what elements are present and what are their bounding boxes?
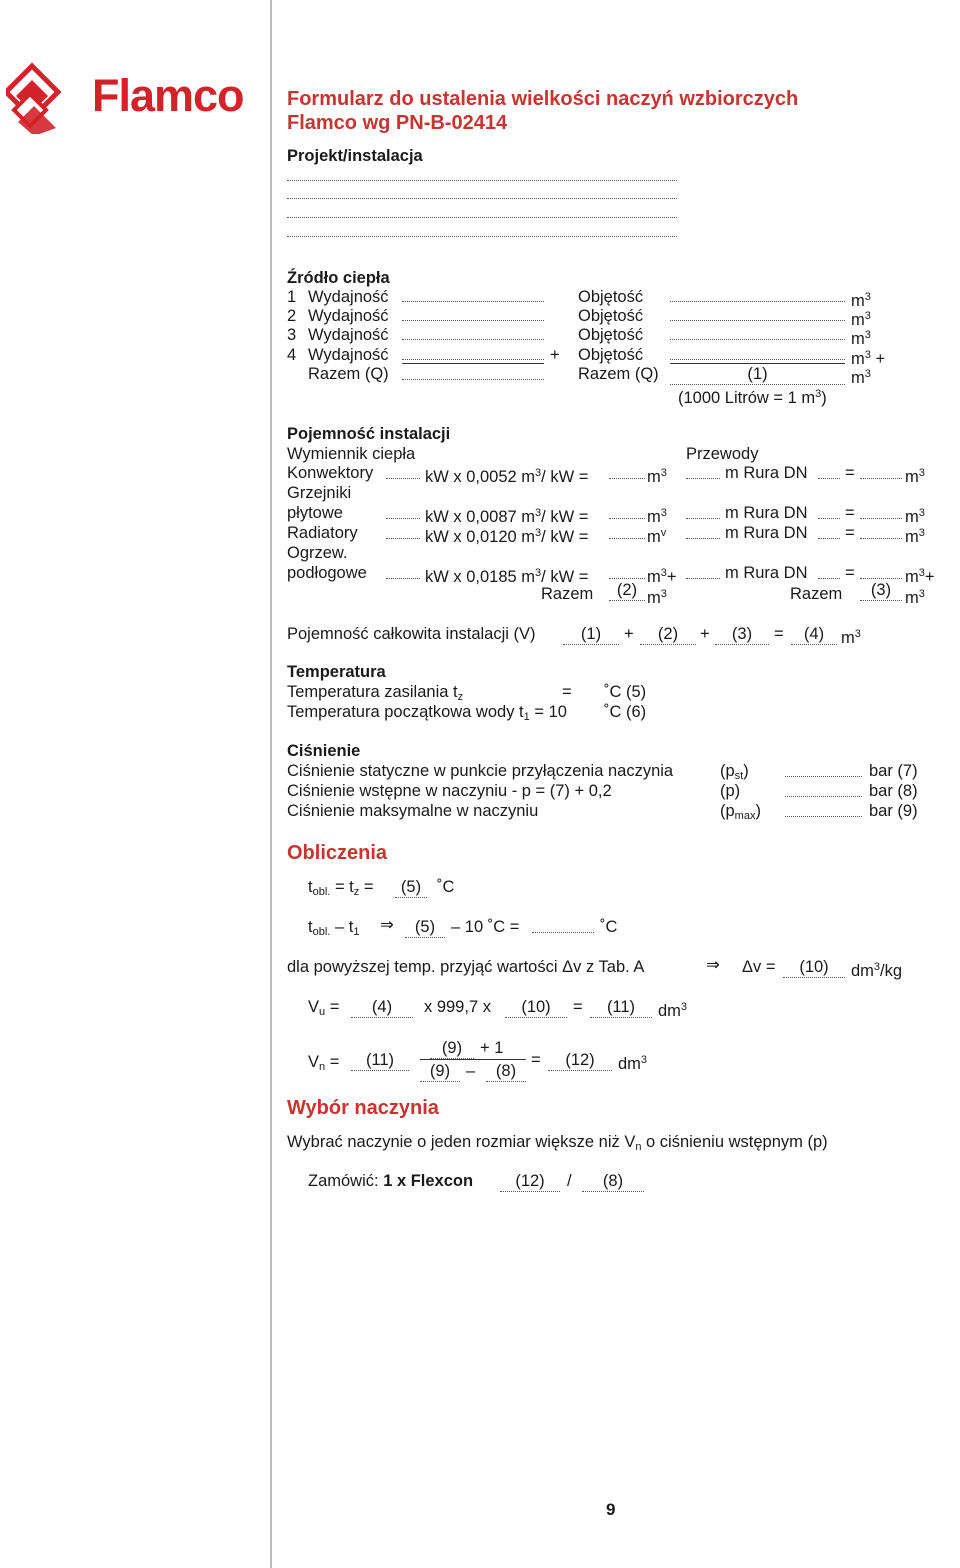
- power-field[interactable]: [402, 301, 544, 302]
- pipe-dn-label: m Rura DN: [725, 504, 808, 522]
- power-label: Wydajność: [308, 288, 389, 306]
- dn-field[interactable]: [818, 578, 840, 579]
- ref-2[interactable]: (2): [609, 580, 645, 601]
- dm3-unit: $dm^3$: [618, 1054, 648, 1073]
- power-label: Wydajność: [308, 307, 389, 325]
- ref-11[interactable]: (11): [590, 997, 652, 1018]
- pressure-symbol: $(p_{max})$: [720, 802, 761, 822]
- unit-m3: $m^3$: [851, 310, 871, 329]
- factor: kW x 0,0185 $m^3/$ kW =: [425, 567, 589, 586]
- power-field[interactable]: [402, 359, 544, 360]
- ref-4[interactable]: (4): [791, 624, 837, 645]
- result-field[interactable]: [609, 518, 645, 519]
- factor: kW x 0,0087 $m^3/$ kW =: [425, 507, 589, 526]
- equals: =: [845, 504, 855, 522]
- ref-9[interactable]: (9): [420, 1061, 460, 1082]
- tab-a-line: dla powyższej temp. przyjąć wartości Δv z Tab. A: [287, 958, 645, 976]
- project-line[interactable]: [287, 180, 677, 181]
- arrow-icon: ⇒: [380, 916, 394, 934]
- pipe-volume-field[interactable]: [860, 518, 902, 519]
- pipe-length-field[interactable]: [686, 578, 720, 579]
- plus-sign: +: [550, 346, 560, 364]
- ref-10[interactable]: (10): [505, 997, 567, 1018]
- total-power-field[interactable]: [402, 379, 544, 380]
- margin-rule: [270, 0, 272, 1568]
- unit-m3: $m^3$: [905, 467, 925, 486]
- equals: =: [531, 1051, 541, 1069]
- deg-c: ˚C: [437, 878, 455, 896]
- max-pressure-label: Ciśnienie maksymalne w naczyniu: [287, 802, 539, 820]
- minus-sign: –: [466, 1062, 476, 1080]
- choice-instruction: Wybrać naczynie o jeden rozmiar większe niż $V_n$ o ciśnieniu wstępnym (p): [287, 1133, 828, 1153]
- pre-pressure-label: Ciśnienie wstępne w naczyniu - p = (7) + 0,2: [287, 782, 612, 800]
- form-title-line1: Formularz do ustalenia wielkości naczyń wzbiorczych: [287, 88, 799, 110]
- brand-name: Flamco: [92, 70, 244, 121]
- total-capacity-label: Pojemność całkowita instalacji (V): [287, 625, 536, 643]
- unit-m3: $m^3$: [905, 588, 925, 607]
- fraction-bar: [420, 1059, 526, 1060]
- initial-temp-unit: ˚C (6): [604, 703, 647, 721]
- radiators-label: Grzejniki: [287, 484, 352, 502]
- pressure-unit: bar (8): [869, 782, 918, 800]
- form-title-line2: Flamco wg PN-B-02414: [287, 112, 508, 134]
- minus-ten: – 10 ˚C =: [451, 918, 520, 936]
- pressure-field[interactable]: [785, 776, 862, 777]
- supply-temp-label: Temperatura zasilania $t_z$: [287, 683, 464, 703]
- ref-12[interactable]: (12): [500, 1171, 560, 1192]
- dm3-kg-unit: $dm^3/kg$: [851, 961, 903, 980]
- page-number: 9: [606, 1500, 616, 1519]
- density-factor: x 999,7 x: [424, 998, 491, 1016]
- pipe-dn-label: m Rura DN: [725, 464, 808, 482]
- vn-label: $V_n$ =: [308, 1053, 340, 1073]
- convectors-label: Konwektory: [287, 464, 374, 482]
- panel-label: płytowe: [287, 504, 343, 522]
- pressure-heading: Ciśnienie: [287, 742, 361, 760]
- ref-4[interactable]: (4): [351, 997, 413, 1018]
- calc-heading: Obliczenia: [287, 842, 388, 864]
- unit-m3: $m^3$: [851, 291, 871, 310]
- unit-m3: $m^v$: [647, 527, 667, 546]
- supply-temp-unit: ˚C (5): [604, 683, 647, 701]
- calc-line-t: $t_{obl.} = t_z$ =: [308, 878, 374, 898]
- unit-m3: $m^3$ +: [851, 349, 886, 368]
- cast-radiators-label: Radiatory: [287, 524, 358, 542]
- dn-field[interactable]: [818, 538, 840, 539]
- project-line[interactable]: [287, 217, 677, 218]
- kw-field[interactable]: [386, 478, 420, 479]
- ref-1[interactable]: (1): [563, 624, 619, 645]
- volume-field[interactable]: [670, 359, 845, 360]
- litre-note: (1000 Litrów = 1 $m^3$): [678, 388, 827, 407]
- pipe-length-field[interactable]: [686, 478, 720, 479]
- unit-m3: $m^3$: [905, 527, 925, 546]
- ref-12[interactable]: (12): [548, 1050, 612, 1071]
- ref-3[interactable]: (3): [715, 624, 769, 645]
- ref-2[interactable]: (2): [640, 624, 696, 645]
- dm3-unit: $dm^3$: [658, 1001, 688, 1020]
- plus-one: + 1: [480, 1039, 504, 1057]
- unit-m3: $m^3$: [647, 588, 667, 607]
- ref-1[interactable]: (1): [670, 364, 845, 385]
- project-label: Projekt/instalacja: [287, 147, 423, 165]
- row-number: 4: [287, 346, 297, 364]
- pipes-label: Przewody: [686, 445, 759, 463]
- row-number: 3: [287, 326, 297, 344]
- pressure-field[interactable]: [785, 796, 862, 797]
- equals: =: [562, 683, 572, 701]
- deg-c: ˚C: [600, 918, 618, 936]
- volume-field[interactable]: [670, 320, 845, 321]
- pressure-symbol: (p): [720, 782, 741, 800]
- temperature-heading: Temperatura: [287, 663, 386, 681]
- power-field[interactable]: [402, 320, 544, 321]
- unit-m3: $m^3$: [851, 329, 871, 348]
- unit-m3: $m^3$: [647, 467, 667, 486]
- delta-v-label: Δv =: [742, 958, 776, 976]
- ref-8[interactable]: (8): [582, 1171, 644, 1192]
- result-field[interactable]: [609, 478, 645, 479]
- equals: =: [845, 524, 855, 542]
- choice-heading: Wybór naczynia: [287, 1097, 439, 1119]
- pipe-volume-field[interactable]: [860, 538, 902, 539]
- total-volume-label: Razem (Q): [578, 365, 659, 383]
- exchanger-label: Wymiennik ciepła: [287, 445, 416, 463]
- ref-11[interactable]: (11): [351, 1050, 409, 1071]
- unit-m3: $m^3$: [905, 507, 925, 526]
- unit-m3: $m^3+$: [647, 567, 677, 586]
- capacity-heading: Pojemność instalacji: [287, 425, 451, 443]
- volume-field[interactable]: [670, 301, 845, 302]
- initial-temp-label: Temperatura początkowa wody $t_1 = 10$: [287, 703, 567, 723]
- kw-field[interactable]: [386, 538, 420, 539]
- subtotal-label: Razem: [790, 585, 843, 603]
- floor-heating-label: Ogrzew.: [287, 544, 348, 562]
- pipe-volume-field[interactable]: [860, 478, 902, 479]
- result-field[interactable]: [609, 578, 645, 579]
- ref-5[interactable]: (5): [405, 917, 445, 938]
- vu-label: $V_u$ =: [308, 998, 340, 1018]
- calc-line-dt: $t_{obl.} - t_1$: [308, 918, 360, 938]
- heat-source-heading: Źródło ciepła: [287, 269, 390, 287]
- unit-m3: $m^3$: [647, 507, 667, 526]
- unit-m3: $m^3$: [841, 628, 861, 647]
- ref-3[interactable]: (3): [860, 580, 902, 601]
- factor: kW x 0,0120 $m^3/$ kW =: [425, 527, 589, 546]
- unit-m3: $m^3$: [851, 368, 871, 387]
- slash: /: [567, 1172, 572, 1190]
- order-label: Zamówić: 1 x Flexcon: [308, 1172, 474, 1190]
- pipe-volume-field[interactable]: [860, 578, 902, 579]
- pressure-unit: bar (7): [869, 762, 918, 780]
- floor-label: podłogowe: [287, 564, 367, 582]
- dn-field[interactable]: [818, 518, 840, 519]
- power-label: Wydajność: [308, 346, 389, 364]
- equals: =: [774, 625, 784, 643]
- equals: =: [573, 998, 583, 1016]
- result-field[interactable]: [609, 538, 645, 539]
- dn-field[interactable]: [818, 478, 840, 479]
- volume-label: Objętość: [578, 326, 644, 344]
- ref-9[interactable]: (9): [430, 1038, 474, 1059]
- pressure-unit: bar (9): [869, 802, 918, 820]
- pipe-length-field[interactable]: [686, 518, 720, 519]
- power-field[interactable]: [402, 339, 544, 340]
- arrow-icon: ⇒: [706, 956, 720, 974]
- static-pressure-label: Ciśnienie statyczne w punkcie przyłączenia naczynia: [287, 762, 674, 780]
- volume-label: Objętość: [578, 346, 644, 364]
- ref-5[interactable]: (5): [395, 877, 427, 898]
- sum-rule: [402, 363, 544, 364]
- dt-field[interactable]: [532, 932, 594, 933]
- volume-field[interactable]: [670, 339, 845, 340]
- project-line[interactable]: [287, 236, 677, 237]
- pipe-dn-label: m Rura DN: [725, 524, 808, 542]
- subtotal-label: Razem: [541, 585, 594, 603]
- row-number: 1: [287, 288, 297, 306]
- pressure-field[interactable]: [785, 816, 862, 817]
- total-power-label: Razem (Q): [308, 365, 389, 383]
- kw-field[interactable]: [386, 578, 420, 579]
- row-number: 2: [287, 307, 297, 325]
- volume-label: Objętość: [578, 307, 644, 325]
- equals: =: [845, 464, 855, 482]
- ref-10[interactable]: (10): [783, 957, 845, 978]
- pipe-length-field[interactable]: [686, 538, 720, 539]
- ref-8[interactable]: (8): [486, 1061, 526, 1082]
- pressure-symbol: $(p_{st})$: [720, 762, 749, 782]
- power-label: Wydajność: [308, 326, 389, 344]
- equals: =: [845, 564, 855, 582]
- plus-sign: +: [624, 625, 634, 643]
- pipe-dn-label: m Rura DN: [725, 564, 808, 582]
- kw-field[interactable]: [386, 518, 420, 519]
- project-line[interactable]: [287, 198, 677, 199]
- plus-sign: +: [700, 625, 710, 643]
- unit-m3: $m^3+$: [905, 567, 935, 586]
- volume-label: Objętość: [578, 288, 644, 306]
- factor: kW x 0,0052 $m^3/$ kW =: [425, 467, 589, 486]
